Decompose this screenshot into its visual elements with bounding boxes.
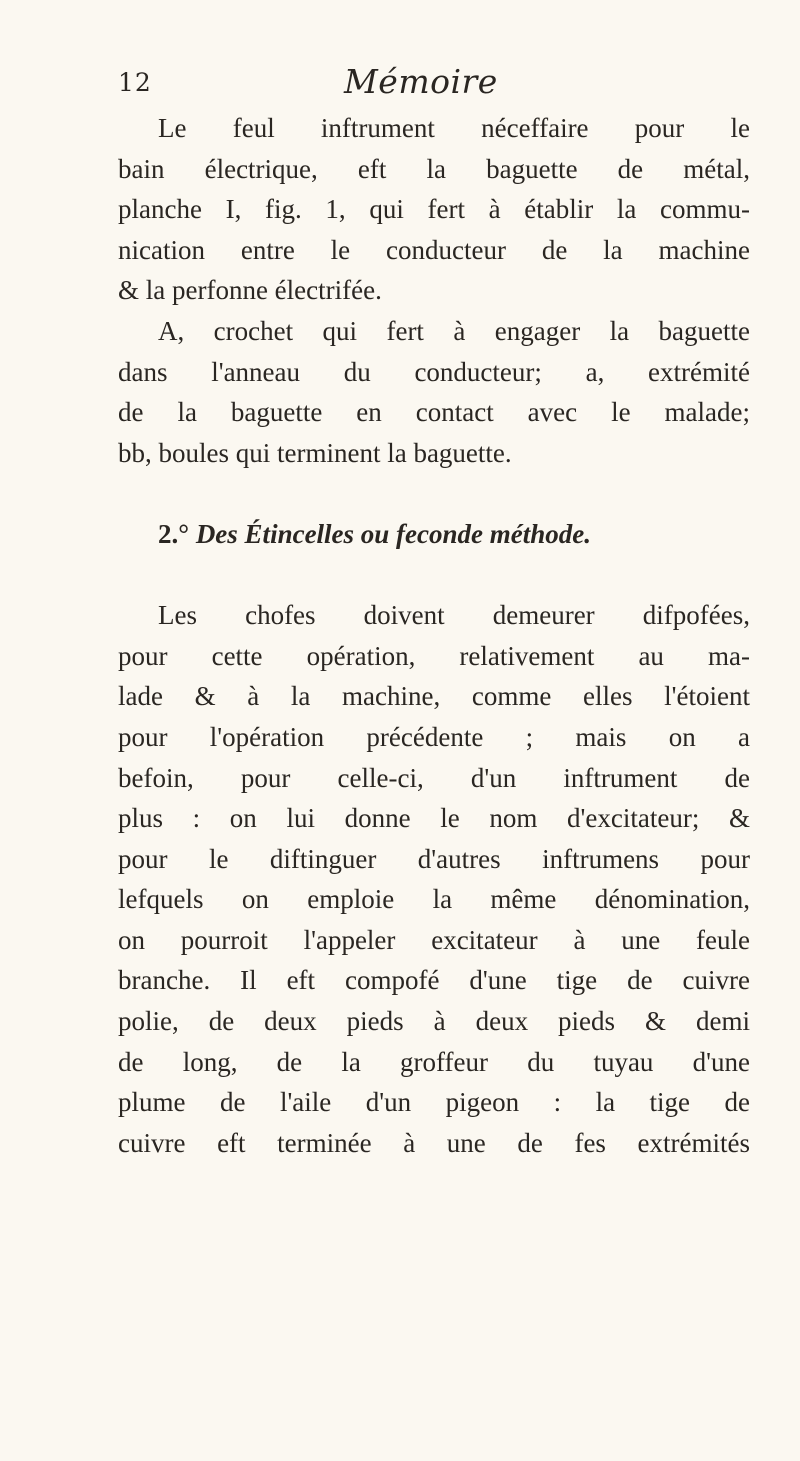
section-title: Des Étincelles ou feconde méthode.	[195, 518, 592, 549]
section-number: 2.°	[158, 518, 190, 549]
section-heading	[118, 514, 750, 555]
text-line: & la perfonne électrifée.	[118, 275, 382, 306]
page-header	[118, 62, 718, 110]
text-line: polie, de deux pieds à deux pieds & demi	[118, 1006, 750, 1037]
text-line: nication entre le conducteur de la machine	[118, 234, 750, 265]
paragraph-2	[118, 311, 750, 473]
text-line: lade & à la machine, comme elles l'étoient	[118, 681, 750, 712]
text-line: plume de l'aile d'un pigeon : la tige de	[118, 1087, 750, 1118]
paragraph-1	[118, 108, 750, 311]
text-line: planche I, fig. 1, qui fert à établir la commu-	[118, 194, 750, 225]
text-line: pour cette opération, relativement au ma-	[118, 640, 750, 671]
text-line: cuivre eft terminée à une de fes extrémités	[118, 1127, 750, 1158]
text-line: lefquels on emploie la même dénomination,	[118, 884, 750, 915]
text-line: pour le diftinguer d'autres inftrumens pour	[118, 843, 750, 874]
text-line: on pourroit l'appeler excitateur à une feule	[118, 924, 750, 955]
text-line: Le feul inftrument néceffaire pour le	[158, 113, 750, 143]
text-line: befoin, pour celle-ci, d'un inftrument de	[118, 762, 750, 793]
spacer	[118, 473, 750, 514]
text-line: Les chofes doivent demeurer difpofées,	[158, 600, 750, 631]
spacer	[118, 555, 750, 596]
text-line: bain électrique, eft la baguette de métal,	[118, 153, 750, 184]
text-line: plus : on lui donne le nom d'excitateur; &	[118, 803, 750, 834]
text-line: branche. Il eft compofé d'une tige de cuivre	[118, 965, 750, 996]
page-number: 12	[118, 68, 152, 97]
text-line: de la baguette en contact avec le malade;	[118, 397, 750, 428]
text-line: A, crochet qui fert à engager la baguette	[158, 315, 750, 346]
body-text	[118, 108, 750, 1163]
text-line: pour l'opération précédente ; mais on a	[118, 721, 750, 752]
text-line: dans l'anneau du conducteur; a, extrémité	[118, 356, 750, 387]
paragraph-3	[118, 595, 750, 1163]
running-title: Mémoire	[344, 62, 498, 101]
text-line: bb, boules qui terminent la baguette.	[118, 437, 512, 468]
text-line: de long, de la groffeur du tuyau d'une	[118, 1046, 750, 1077]
